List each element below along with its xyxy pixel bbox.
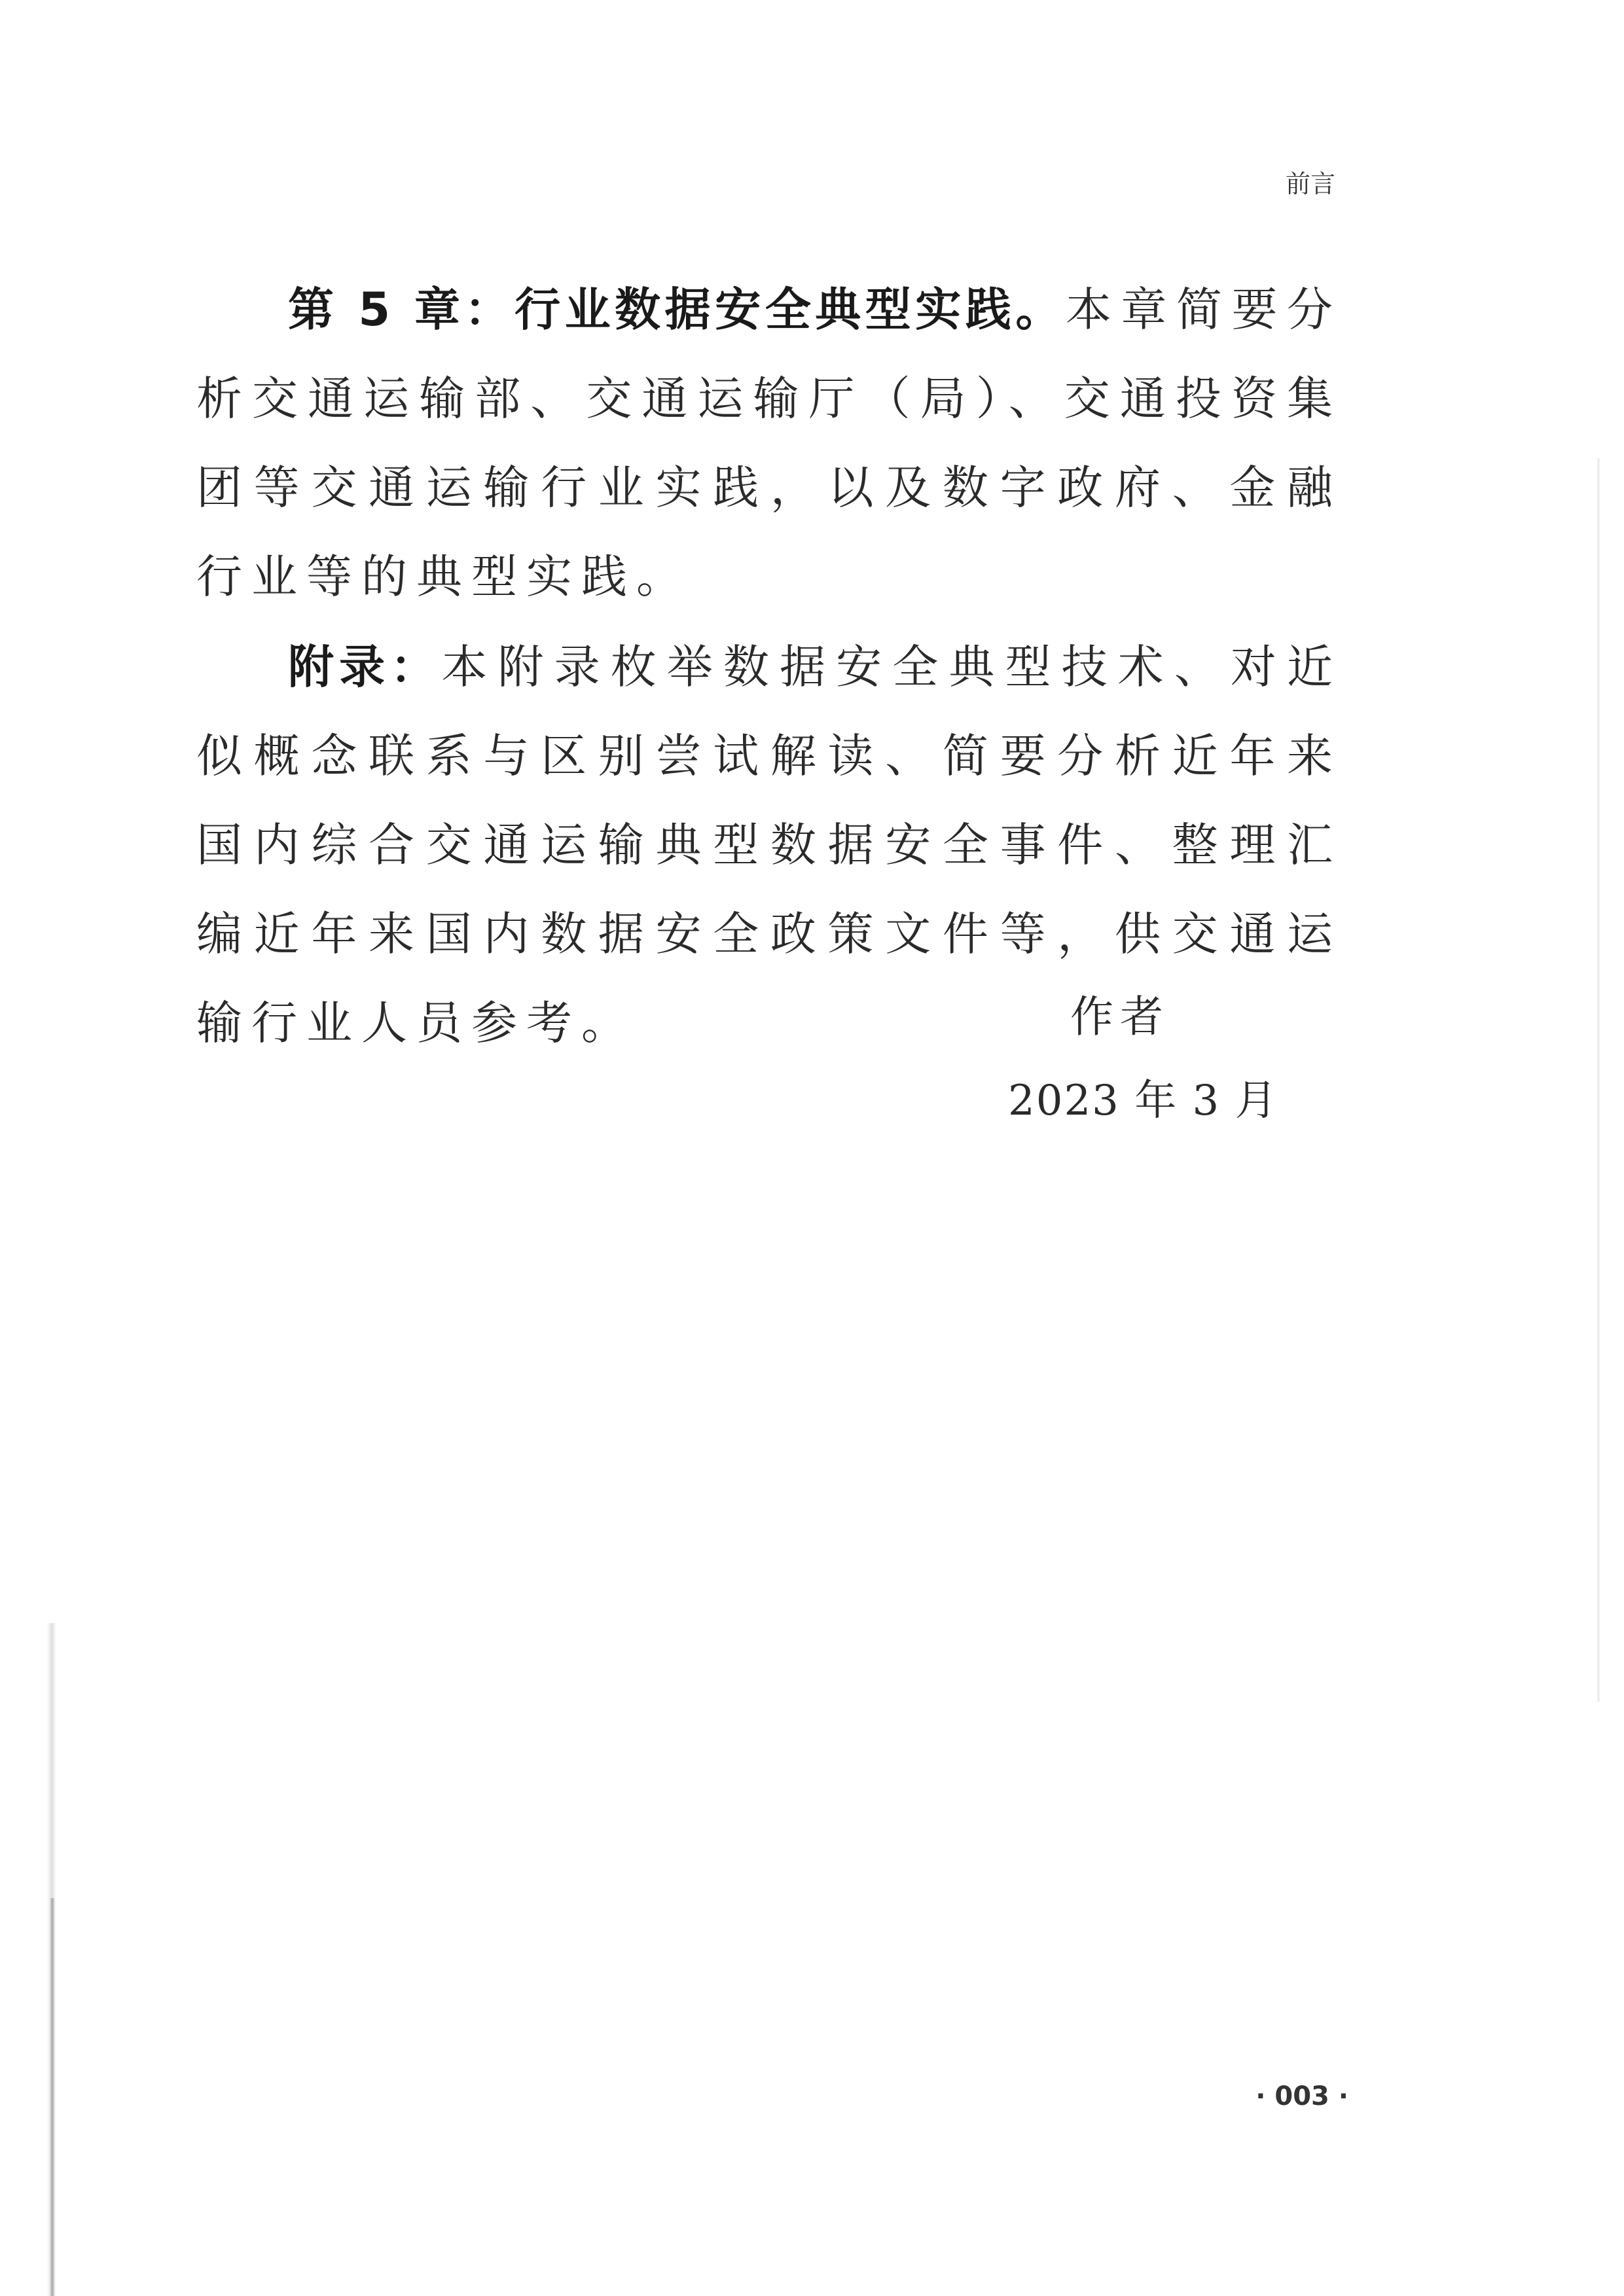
signature-author: 作者 bbox=[1070, 992, 1170, 1042]
paragraph-chapter-5 bbox=[196, 265, 1342, 621]
scan-shadow-left-dark bbox=[50, 1898, 55, 2296]
paragraph-text: 本附录枚举数据安全典型技术、对近似概念联系与区别尝试解读、简要分析近年来国内综合交通运输典型数据安全事件、整理汇编近年来国内数据安全政策文件等，供交通运输行业人员参考。 bbox=[196, 640, 1343, 1050]
paragraph-appendix bbox=[196, 622, 1342, 1067]
paragraph-text: 本章简要分析交通运输部、交通运输厅（局）、交通投资集团等交通运输行业实践，以及数字政府、金融行业等的典型实践。 bbox=[196, 283, 1342, 603]
running-header: 前言 bbox=[1285, 170, 1335, 198]
scan-shadow-right bbox=[1597, 458, 1600, 1702]
paragraph-lead: 第 5 章：行业数据安全典型实践。 bbox=[288, 283, 1066, 336]
paragraph-lead: 附录： bbox=[288, 640, 442, 694]
signature-date: 2023 年 3 月 bbox=[1008, 1077, 1278, 1125]
body-text bbox=[196, 265, 1342, 1069]
page-number: · 003 · bbox=[1255, 2081, 1348, 2111]
